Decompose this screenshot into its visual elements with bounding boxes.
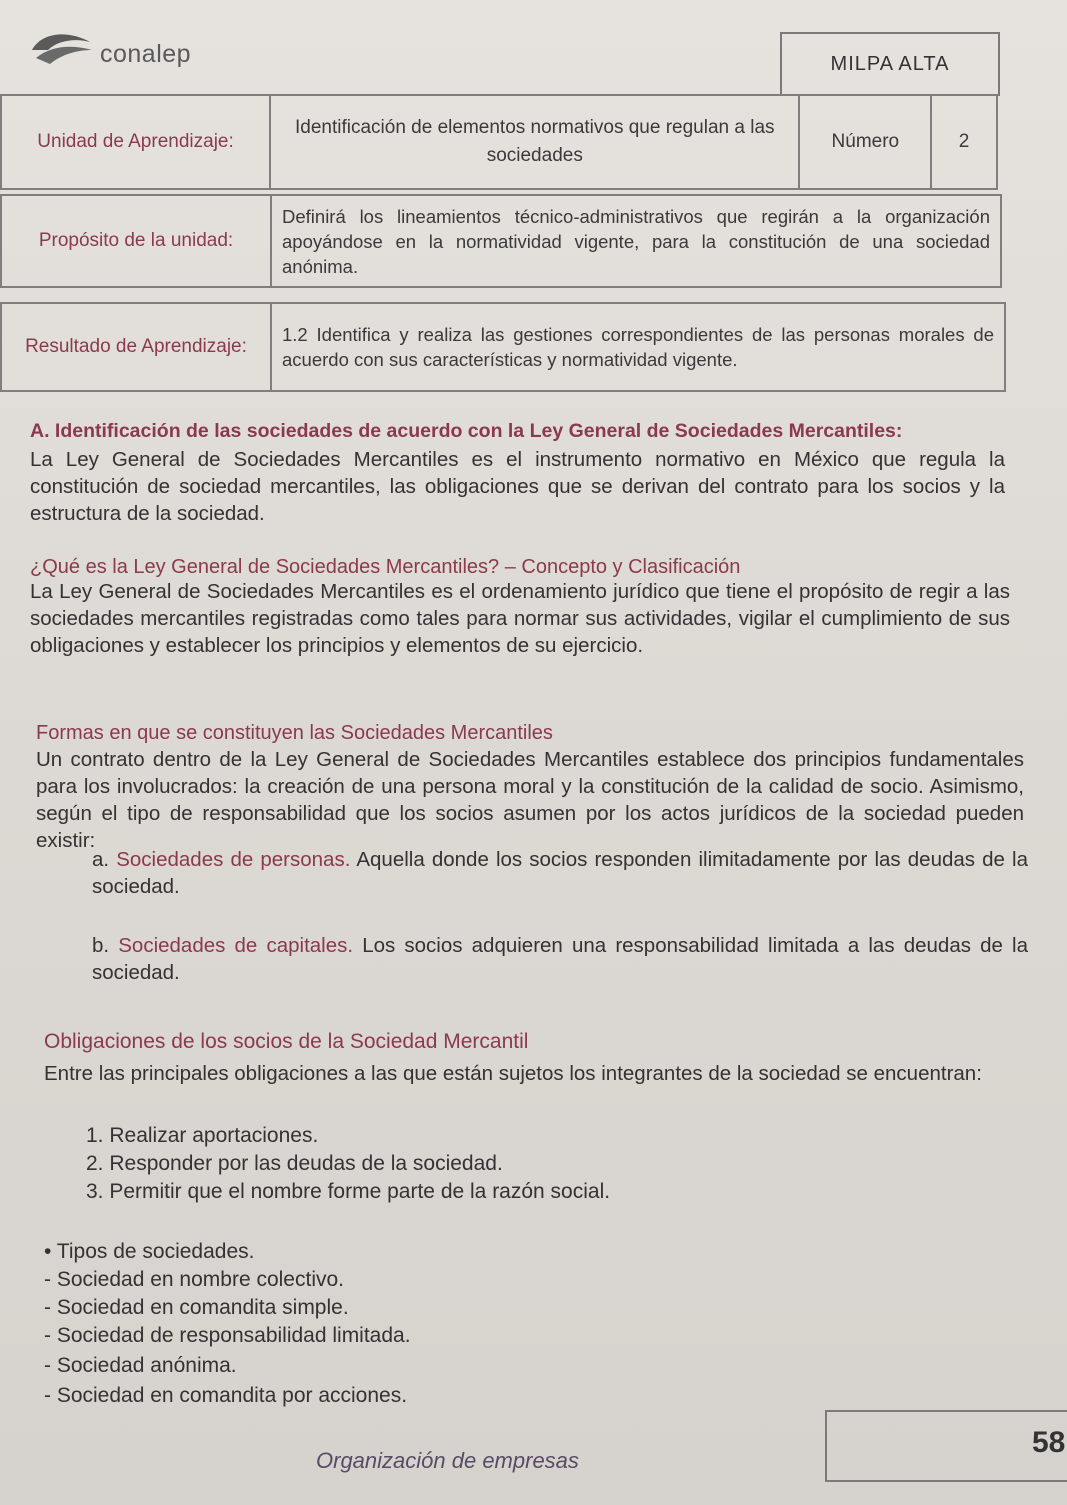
item-marker: b. [92, 934, 110, 957]
page-number: 58 [1032, 1426, 1066, 1459]
plantel-box [780, 32, 1000, 96]
obligacion-item: 2. Responder por las deudas de la sociedad. [86, 1152, 503, 1175]
unidad-label: Unidad de Aprendizaje: [1, 95, 270, 189]
item-text: Aquella donde los socios responden ilimitadamente por las deudas de la sociedad. [92, 848, 1028, 898]
formas-title: Formas en que se constituyen las Sociedades Mercantiles [36, 722, 553, 744]
section-a-intro: La Ley General de Sociedades Mercantiles es el instrumento normativo en México que regula la constitución de sociedad mercantiles, las obligaciones que se derivan del contrato para los socios y la estructura de la sociedad. [30, 448, 1005, 525]
unidad-table [0, 94, 998, 190]
tipos-title: • Tipos de sociedades. [44, 1240, 255, 1263]
resultado-value: 1.2 Identifica y realiza las gestiones correspondientes de las personas morales de acuerdo con sus características y normatividad vigente. [271, 303, 1005, 391]
concepto-body: La Ley General de Sociedades Mercantiles es el ordenamiento jurídico que tiene el propósito de regir a las sociedades mercantiles registradas como tales para normar sus actividades, vigilar el cumplimiento de sus obligaciones y establecer los principios y elementos de su ejercicio. [30, 580, 1010, 657]
logo-text: conalep [100, 40, 192, 68]
plantel-name: MILPA ALTA [830, 52, 950, 75]
item-text: Los socios adquieren una responsabilidad limitada a las deudas de la sociedad. [92, 934, 1029, 984]
conalep-logo-icon [28, 28, 96, 68]
tipo-item: - Sociedad de responsabilidad limitada. [44, 1324, 411, 1347]
concepto-title: ¿Qué es la Ley General de Sociedades Mercantiles? – Concepto y Clasificación [30, 556, 741, 578]
obligaciones-body: Entre las principales obligaciones a las que están sujetos los integrantes de la sociedad se encuentran: [44, 1062, 982, 1085]
formas-body: Un contrato dentro de la Ley General de Sociedades Mercantiles establece dos principios fundamentales para los involucrados: la creación de una persona moral y la constitución de la calidad de socio. Asimismo, según el tipo de responsabilidad que los socios asumen por los actos jurídicos de la sociedad pueden existir: [36, 748, 1024, 852]
resultado-table [0, 302, 1006, 392]
tipo-item: - Sociedad en comandita simple. [44, 1296, 349, 1319]
proposito-value: Definirá los lineamientos técnico-administrativos que regirán a la organización apoyándose en la normatividad vigente, para la constitución de una sociedad anónima. [271, 195, 1001, 287]
obligacion-item: 1. Realizar aportaciones. [86, 1124, 319, 1147]
item-term: Sociedades de personas. [116, 848, 351, 871]
unidad-value: Identificación de elementos normativos que regulan a las sociedades [270, 95, 799, 189]
tipo-item: - Sociedad en comandita por acciones. [44, 1384, 408, 1407]
proposito-label: Propósito de la unidad: [1, 195, 271, 287]
formas-item-a [92, 846, 1028, 900]
numero-value: 2 [931, 95, 997, 189]
tipo-item: - Sociedad anónima. [44, 1354, 237, 1377]
formas-item-b [92, 932, 1028, 986]
numero-label: Número [799, 95, 931, 189]
page-number-box [825, 1410, 1067, 1482]
obligaciones-title: Obligaciones de los socios de la Sociedad Mercantil [44, 1030, 529, 1053]
item-marker: a. [92, 848, 110, 871]
resultado-label: Resultado de Aprendizaje: [1, 303, 271, 391]
obligacion-item: 3. Permitir que el nombre forme parte de la razón social. [86, 1180, 611, 1203]
item-term: Sociedades de capitales. [118, 934, 354, 957]
footer-subject: Organización de empresas [316, 1448, 579, 1473]
tipo-item: - Sociedad en nombre colectivo. [44, 1268, 344, 1291]
section-a-title: A. Identificación de las sociedades de acuerdo con la Ley General de Sociedades Mercantiles: [30, 420, 903, 442]
proposito-table [0, 194, 1002, 288]
